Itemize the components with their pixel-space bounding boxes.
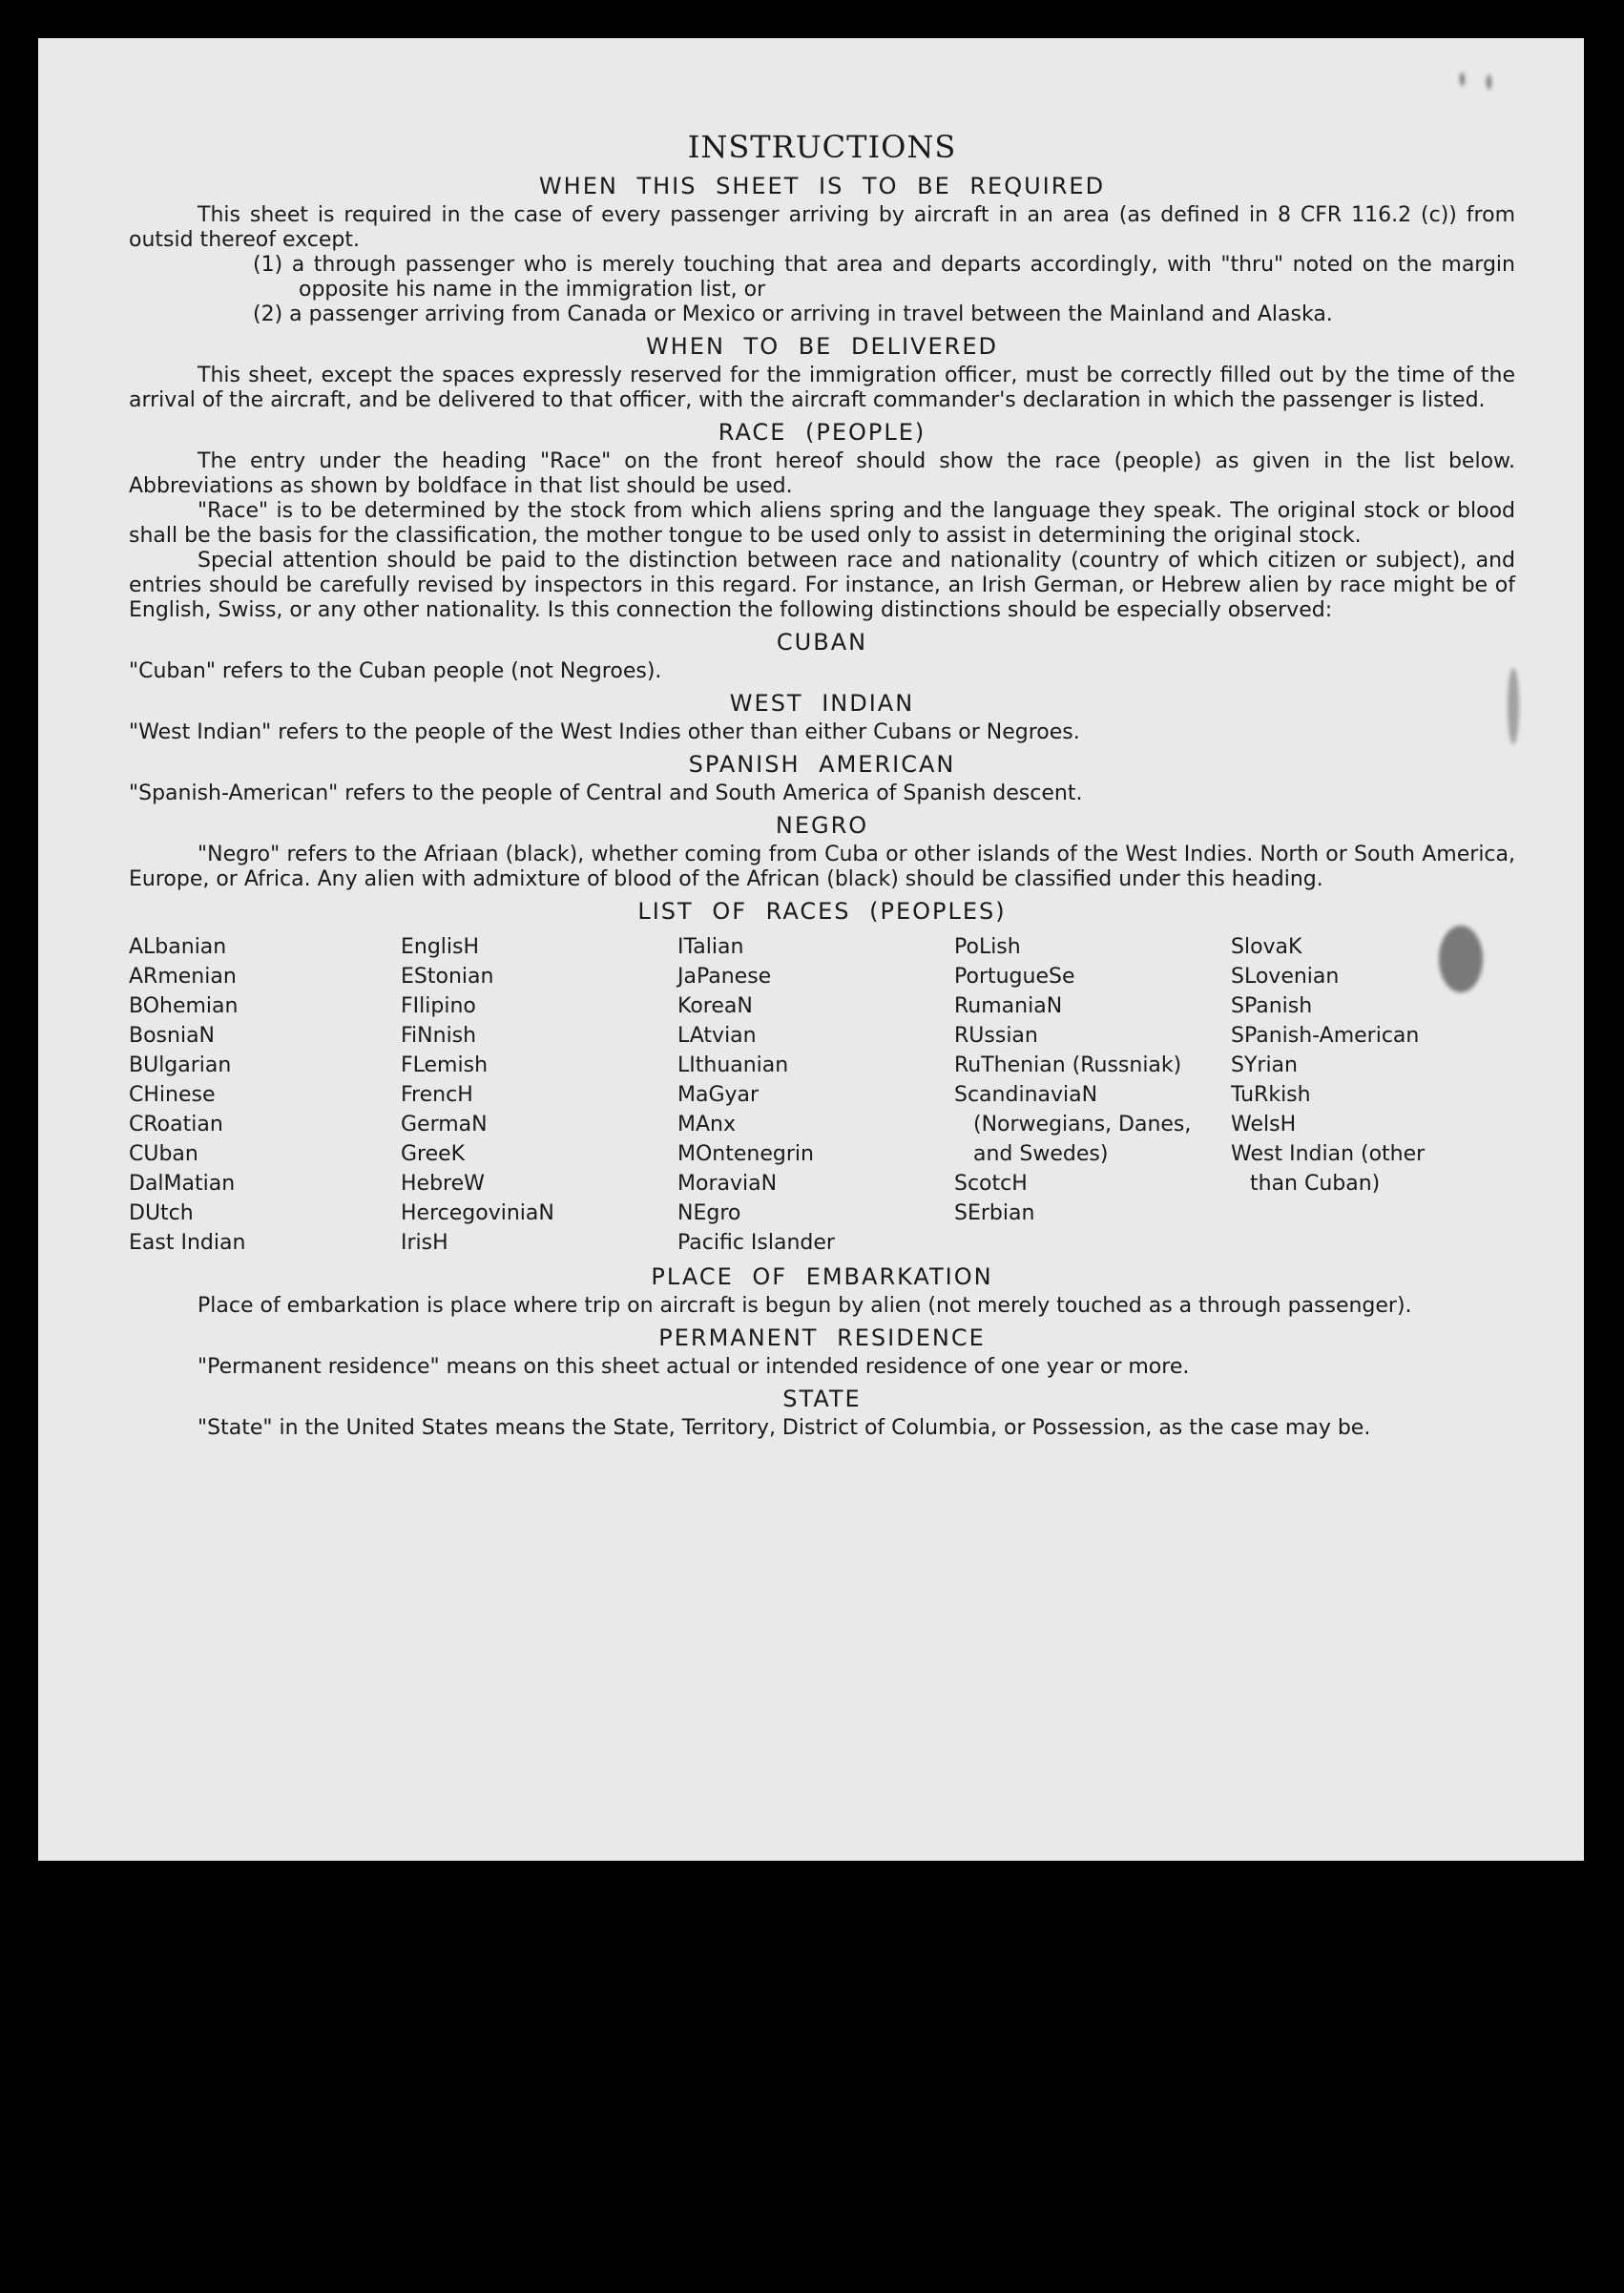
cuban-text: "Cuban" refers to the Cuban people (not Negroes). xyxy=(129,659,662,683)
delivered-text: This sheet, except the spaces expressly reserved for the immigration officer, must be correctly filled out by the time of the arrival of the aircraft, and be delivered to that officer, with the aircraft commander's declaration in which the passenger is listed. xyxy=(129,364,1515,412)
ink-smudge xyxy=(1508,668,1519,744)
race-entry: DUtch xyxy=(129,1201,194,1225)
race-entry: JaPanese xyxy=(677,965,772,989)
race-entry: LIthuanian xyxy=(677,1053,789,1077)
race-entry: SLovenian xyxy=(1231,965,1340,989)
race-entry: MOntenegrin xyxy=(677,1142,814,1166)
race-entry: ALbanian xyxy=(129,935,227,959)
race-entry: EStonian xyxy=(401,965,494,989)
embarkation-text: Place of embarkation is place where trip on aircraft is begun by alien (not merely touched as a through passenger). xyxy=(198,1294,1412,1318)
race-entry: CHinese xyxy=(129,1083,216,1107)
race-entry: HebreW xyxy=(401,1172,485,1196)
race-entry: DalMatian xyxy=(129,1172,236,1196)
race-entry: SPanish xyxy=(1231,994,1313,1018)
race-paragraph-1: The entry under the heading "Race" on the front hereof should show the race (people) as given in the list below. Abbreviations as shown by boldface in that list should be used. xyxy=(129,449,1515,498)
race-entry: BOhemian xyxy=(129,994,239,1018)
race-entry: IrisH xyxy=(401,1231,448,1255)
heading-west-indian: WEST INDIAN xyxy=(729,690,915,717)
race-entry: PoLish xyxy=(954,935,1021,959)
race-entry: ARmenian xyxy=(129,965,237,989)
race-entry: CUban xyxy=(129,1142,198,1166)
race-entry: RumaniaN xyxy=(954,994,1063,1018)
race-entry: MaGyar xyxy=(677,1083,760,1107)
race-entry: GermaN xyxy=(401,1113,488,1136)
race-entry: SlovaK xyxy=(1231,935,1302,959)
heading-when-delivered: WHEN TO BE DELIVERED xyxy=(646,333,998,360)
race-entry: FrencH xyxy=(401,1083,473,1107)
races-column-5 xyxy=(1231,932,1479,1258)
races-column-3 xyxy=(677,932,954,1258)
heading-permanent-residence: PERMANENT RESIDENCE xyxy=(658,1324,986,1351)
race-entry: GreeK xyxy=(401,1142,466,1166)
races-column-2 xyxy=(401,932,677,1258)
race-paragraph-2: "Race" is to be determined by the stock from which aliens spring and the language they speak. The original stock or blood shall be the basis for the classification, the mother tongue to be used only to assist in determining the original stock. xyxy=(129,499,1515,548)
race-entry: KoreaN xyxy=(677,994,753,1018)
required-intro: This sheet is required in the case of every passenger arriving by aircraft in an area (as defined in 8 CFR 116.2 (c)) from outsid thereof except. xyxy=(129,203,1515,252)
west-indian-text: "West Indian" refers to the people of the West Indies other than either Cubans or Negroes. xyxy=(129,720,1080,744)
race-entry: LAtvian xyxy=(677,1024,757,1048)
race-entry: ITalian xyxy=(677,935,744,959)
heading-cuban: CUBAN xyxy=(776,629,868,656)
exception-item-1: (1) a through passenger who is merely touching that area and departs accordingly, with "thru" noted on the margin opposite his name in the immigration list, or xyxy=(253,253,1515,302)
heading-spanish-american: SPANISH AMERICAN xyxy=(688,751,956,778)
race-entry: FLemish xyxy=(401,1053,489,1077)
ink-smudge xyxy=(1439,926,1483,992)
document-title: INSTRUCTIONS xyxy=(687,129,957,165)
race-entry: TuRkish xyxy=(1231,1083,1311,1107)
race-entry: WelsH xyxy=(1231,1113,1297,1136)
race-entry: ScandinaviaN (Norwegians, Danes, and Swedes) xyxy=(954,1083,1192,1166)
race-entry: East Indian xyxy=(129,1231,246,1255)
race-entry: West Indian (other than Cuban) xyxy=(1231,1142,1426,1196)
heading-negro: NEGRO xyxy=(775,812,869,839)
heading-place-of-embarkation: PLACE OF EMBARKATION xyxy=(651,1263,993,1290)
ink-smudge xyxy=(1487,74,1491,90)
race-entry: SPanish-American xyxy=(1231,1024,1420,1048)
heading-when-required: WHEN THIS SHEET IS TO BE REQUIRED xyxy=(538,173,1106,199)
ink-smudge xyxy=(1460,73,1465,86)
heading-list-of-races: LIST OF RACES (PEOPLES) xyxy=(637,898,1007,925)
races-list xyxy=(129,932,1515,1258)
races-column-1 xyxy=(129,932,401,1258)
race-entry: MAnx xyxy=(677,1113,736,1136)
state-text: "State" in the United States means the State, Territory, District of Columbia, or Possession, as the case may be. xyxy=(198,1416,1371,1440)
race-entry: HercegoviniaN xyxy=(401,1201,554,1225)
race-entry: RuThenian (Russniak) xyxy=(954,1053,1182,1077)
negro-text: "Negro" refers to the Afriaan (black), whether coming from Cuba or other islands of the West Indies. North or South America, Europe, or Africa. Any alien with admixture of blood of the African (black) should be classified under this heading. xyxy=(129,843,1515,891)
residence-text: "Permanent residence" means on this sheet actual or intended residence of one year or more. xyxy=(198,1355,1190,1379)
race-paragraph-3: Special attention should be paid to the distinction between race and nationality (country of which citizen or subject), and entries should be carefully revised by inspectors in this regard. For instance, an Irish German, or Hebrew alien by race might be of English, Swiss, or any other nationality. Is this connection the following distinctions should be especially observed: xyxy=(129,549,1515,622)
races-column-4 xyxy=(954,932,1231,1258)
race-entry: FiNnish xyxy=(401,1024,477,1048)
race-entry: CRoatian xyxy=(129,1113,223,1136)
race-entry: ScotcH xyxy=(954,1172,1028,1196)
race-entry: EnglisH xyxy=(401,935,480,959)
race-entry: BUlgarian xyxy=(129,1053,232,1077)
spanish-american-text: "Spanish-American" refers to the people of Central and South America of Spanish descent. xyxy=(129,782,1083,805)
race-entry: Pacific Islander xyxy=(677,1231,835,1255)
race-entry: PortugueSe xyxy=(954,965,1075,989)
exception-item-2: (2) a passenger arriving from Canada or Mexico or arriving in travel between the Mainland and Alaska. xyxy=(253,302,1333,326)
race-entry: SYrian xyxy=(1231,1053,1298,1077)
exception-list xyxy=(253,253,1515,327)
race-entry: BosniaN xyxy=(129,1024,216,1048)
race-entry: SErbian xyxy=(954,1201,1035,1225)
heading-race: RACE (PEOPLE) xyxy=(718,419,927,446)
document-page xyxy=(38,38,1584,1861)
race-entry: MoraviaN xyxy=(677,1172,778,1196)
race-entry: RUssian xyxy=(954,1024,1038,1048)
heading-state: STATE xyxy=(782,1386,862,1412)
race-entry: FIlipino xyxy=(401,994,476,1018)
race-entry: NEgro xyxy=(677,1201,741,1225)
